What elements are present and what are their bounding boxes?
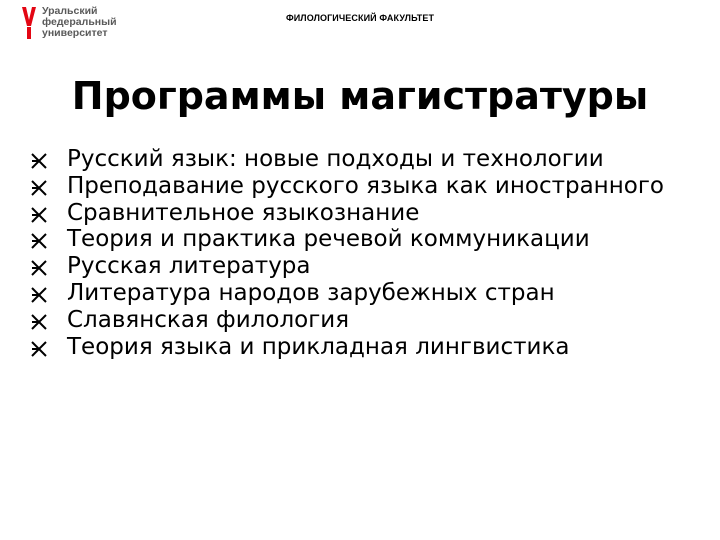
program-label: Русский язык: новые подходы и технологии xyxy=(67,146,604,172)
logo-line: Уральский xyxy=(42,5,98,17)
university-logo xyxy=(21,6,117,40)
program-list xyxy=(31,146,711,360)
list-item xyxy=(31,173,711,200)
arrow-check-icon xyxy=(31,313,49,331)
list-item xyxy=(31,307,711,334)
arrow-check-icon xyxy=(31,340,49,358)
arrow-check-icon xyxy=(31,179,49,197)
faculty-header: ФИЛОЛОГИЧЕСКИЙ ФАКУЛЬТЕТ xyxy=(285,13,435,23)
list-item xyxy=(31,253,711,280)
urfu-logo-icon xyxy=(21,6,37,40)
program-label: Славянская филология xyxy=(67,306,350,333)
arrow-check-icon xyxy=(31,286,49,304)
program-label: Литература народов зарубежных стран xyxy=(67,279,555,306)
logo-line: университет xyxy=(42,27,108,39)
logo-line: федеральный xyxy=(42,16,117,28)
list-item xyxy=(31,334,711,361)
list-item xyxy=(31,146,711,173)
program-label: Преподавание русского языка как иностранного xyxy=(67,172,664,199)
list-item xyxy=(31,200,711,227)
program-label: Русская литература xyxy=(67,253,311,280)
list-item xyxy=(31,280,711,307)
arrow-check-icon xyxy=(31,206,49,224)
list-item xyxy=(31,226,711,253)
arrow-check-icon xyxy=(31,259,49,277)
program-label: Теория языка и прикладная лингвистика xyxy=(67,333,570,360)
arrow-check-icon xyxy=(31,152,49,170)
program-label: Сравнительное языкознание xyxy=(67,199,420,226)
program-label: Теория и практика речевой коммуникации xyxy=(67,226,590,253)
page-title: Программы магистратуры xyxy=(71,74,649,118)
arrow-check-icon xyxy=(31,232,49,250)
